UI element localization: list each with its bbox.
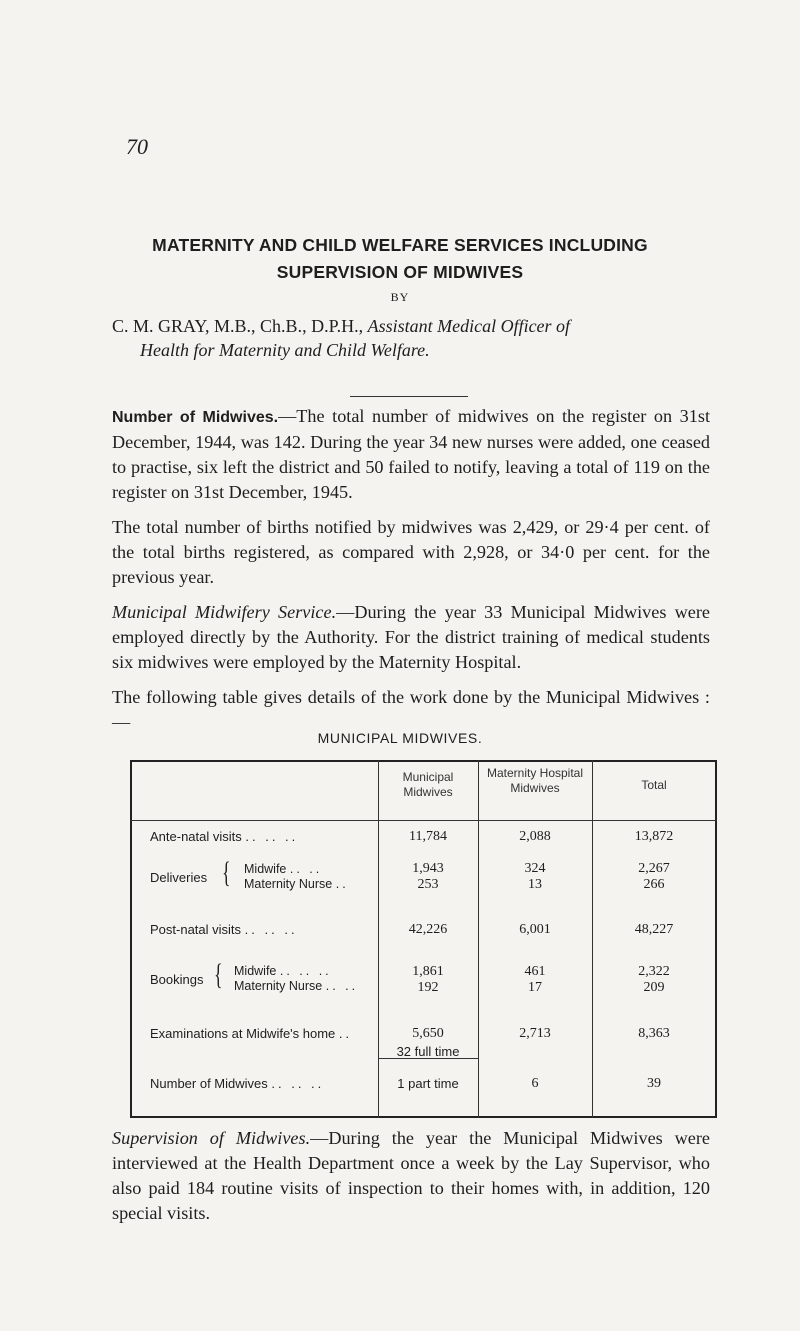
deliveries-brace: { [222,856,231,889]
supervision-paragraph [112,1126,710,1226]
author-block [112,314,712,362]
bookings-midwife-hospital: 461 [524,964,546,979]
header-rule [130,820,717,821]
title-line-2: SUPERVISION OF MIDWIVES [276,262,524,282]
number-municipal-parttime: 1 part time [397,1076,459,1091]
postnatal-municipal: 42,226 [408,922,448,937]
page-title [0,232,800,286]
row-examinations-label: Examinations at Midwife's home .. [150,1026,353,1041]
midwives-table [130,760,717,1118]
antenatal-municipal: 11,784 [409,829,447,844]
row-number-label: Number of Midwives .. .. .. [150,1076,325,1091]
bookings-nurse-municipal: 192 [417,980,439,995]
table-bottom-border [130,1116,717,1118]
para3-lead: Municipal Midwifery Service. [112,602,337,622]
table-right-border [715,760,717,1118]
deliveries-midwife-municipal: 1,943 [412,861,444,876]
header-total: Total [641,778,667,792]
deliveries-sub-nurse: Maternity Nurse .. [244,877,349,891]
by-line: BY [390,290,410,304]
author-name: C. M. GRAY, M.B., Ch.B., D.P.H., [112,316,364,336]
number-hospital: 6 [531,1076,539,1091]
examinations-total: 8,363 [638,1026,670,1041]
paragraph-births: The total number of births notified by midwives was 2,429, or 29·4 per cent. of the total births registered, as compared with 2,928, or 34·0 per cent. for the previous year. [112,517,710,587]
table-top-border [130,760,717,762]
deliveries-midwife-hospital: 324 [524,861,546,876]
examinations-hospital: 2,713 [519,1026,551,1041]
col-divider-1 [378,760,379,1118]
deliveries-midwife-total: 2,267 [638,861,670,876]
deliveries-sub-midwife: Midwife .. .. [244,862,323,876]
header-municipal: Municipal Midwives [402,770,454,799]
number-total: 39 [647,1076,661,1091]
bookings-midwife-total: 2,322 [638,964,670,979]
para1-lead: Number of Midwives. [112,409,279,426]
para3-text: —During the year 33 Municipal Midwives were employed directly by the Authority. For the district training of medical students six midwives were employed by the Maternity Hospital. [112,602,711,672]
deliveries-nurse-hospital: 13 [528,877,542,892]
table-caption: MUNICIPAL MIDWIVES. [317,730,483,746]
row-postnatal-label: Post-natal visits .. .. .. [150,922,298,937]
bookings-brace: { [214,958,223,991]
table-left-border [130,760,132,1118]
para1-text: —The total number of midwives on the register on 31st December, 1944, was 142. During the year 34 new nurses were added, one ceased to practise, six left the district and 50 failed to notify, leaving a total of 119 on the register on 31st December, 1945. [112,406,710,502]
paragraph-number-of-midwives [112,404,710,505]
bookings-sub-nurse: Maternity Nurse .. .. [234,979,359,993]
postnatal-hospital: 6,001 [519,922,551,937]
title-rule [350,396,468,397]
author-role-1: Assistant Medical Officer of [367,316,571,336]
row-antenatal-label: Ante-natal visits .. .. .. [150,829,299,844]
antenatal-total: 13,872 [634,829,674,844]
para5-text: —During the year the Municipal Midwives were interviewed at the Health Department once a week by the Lay Supervisor, who also paid 184 routine visits of inspection to their homes with, in addition, 120 special visits. [112,1128,710,1223]
row-deliveries-label: Deliveries [150,870,208,885]
col-divider-3 [592,760,593,1118]
bookings-nurse-total: 209 [643,980,665,995]
row-bookings-label: Bookings [150,972,204,987]
bookings-midwife-municipal: 1,861 [412,964,444,979]
col-divider-2 [478,760,479,1118]
author-role-2: Health for Maternity and Child Welfare. [140,340,430,360]
body-text [112,404,710,745]
antenatal-hospital: 2,088 [519,829,551,844]
postnatal-total: 48,227 [634,922,674,937]
paragraph-table-intro: The following table gives details of the work done by the Municipal Midwives :— [112,687,710,732]
title-line-1: MATERNITY AND CHILD WELFARE SERVICES INCLUDING [152,235,648,255]
deliveries-nurse-total: 266 [643,877,665,892]
header-hospital: Maternity Hospital Midwives [486,766,584,795]
bookings-sub-midwife: Midwife .. .. .. [234,964,332,978]
number-municipal-fulltime: 32 full time [396,1044,460,1059]
para5-lead: Supervision of Midwives. [112,1128,311,1148]
page-number: 70 [126,134,148,159]
paragraph-municipal-service [112,600,710,675]
bookings-nurse-hospital: 17 [528,980,542,995]
examinations-municipal: 5,650 [412,1026,444,1041]
deliveries-nurse-municipal: 253 [417,877,439,892]
